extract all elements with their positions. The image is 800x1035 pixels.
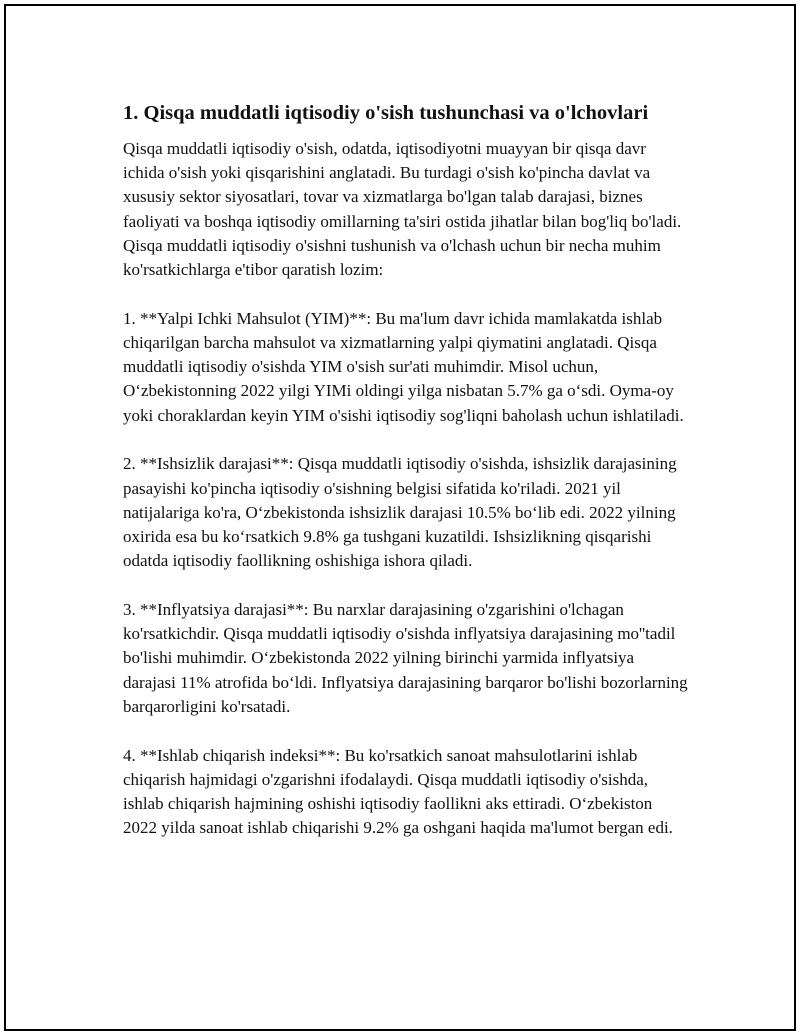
document-body (123, 99, 688, 865)
document-title: 1. Qisqa muddatli iqtisodiy o'sish tushunchasi va o'lchovlari (123, 102, 649, 124)
page-frame (4, 4, 796, 1031)
intro-paragraph: Qisqa muddatli iqtisodiy o'sish, odatda, iqtisodiyotni muayyan bir qisqa davr ichida o'sish yoki qisqarishini anglatadi. Bu turdagi o'sish ko'pincha davlat va xususiy sektor siyosatlari, tovar va xizmatlarga bo'lgan talab darajasi, biznes faoliyati va boshqa iqtisodiy omillarning ta'siri ostida jihatlar bilan bog'liq bo'ladi. Qisqa muddatli iqtisodiy o'sishni tushunish va o'lchash uchun bir necha muhim ko'rsatkichlarga e'tibor qaratish lozim: (123, 139, 682, 280)
inflation-paragraph: 3. **Inflyatsiya darajasi**: Bu narxlar darajasining o'zgarishini o'lchagan ko'rsatkichdir. Qisqa muddatli iqtisodiy o'sishda inflyatsiya darajasining mo''tadil bo'lishi muhimdir. O‘zbekistonda 2022 yilning birinchi yarmida inflyatsiya darajasi 11% atrofida bo‘ldi. Inflyatsiya darajasining barqaror bo'lishi bozorlarning barqarorligini ko'rsatadi. (123, 600, 688, 716)
gdp-paragraph: 1. **Yalpi Ichki Mahsulot (YIM)**: Bu ma'lum davr ichida mamlakatda ishlab chiqarilgan barcha mahsulot va xizmatlarning yalpi qiymatini anglatadi. Qisqa muddatli iqtisodiy o'sishda YIM o'sish sur'ati muhimdir. Misol uchun, O‘zbekistonning 2022 yilgi YIMi oldingi yilga nisbatan 5.7% ga o‘sdi. Oyma-oy yoki choraklardan keyin YIM o'sishi iqtisodiy sog'liqni baholash uchun ishlatiladi. (123, 308, 684, 425)
unemployment-paragraph: 2. **Ishsizlik darajasi**: Qisqa muddatli iqtisodiy o'sishda, ishsizlik darajasining pasayishi ko'pincha iqtisodiy o'sishning belgisi sifatida ko'riladi. 2021 yil natijalariga ko'ra, O‘zbekistonda ishsizlik darajasi 10.5% bo‘lib edi. 2022 yilning oxirida esa bu ko‘rsatkich 9.8% ga tushgani kuzatildi. Ishsizlikning qisqarishi odatda iqtisodiy faollikning oshishiga ishora qiladi. (123, 454, 677, 571)
production-index-paragraph: 4. **Ishlab chiqarish indeksi**: Bu ko'rsatkich sanoat mahsulotlarini ishlab chiqarish hajmidagi o'zgarishni ifodalaydi. Qisqa muddatli iqtisodiy o'sishda, ishlab chiqarish hajmining oshishi iqtisodiy faollikni aks ettiradi. O‘zbekiston 2022 yilda sanoat ishlab chiqarishi 9.2% ga oshgani haqida ma'lumot bergan edi. (123, 745, 673, 838)
